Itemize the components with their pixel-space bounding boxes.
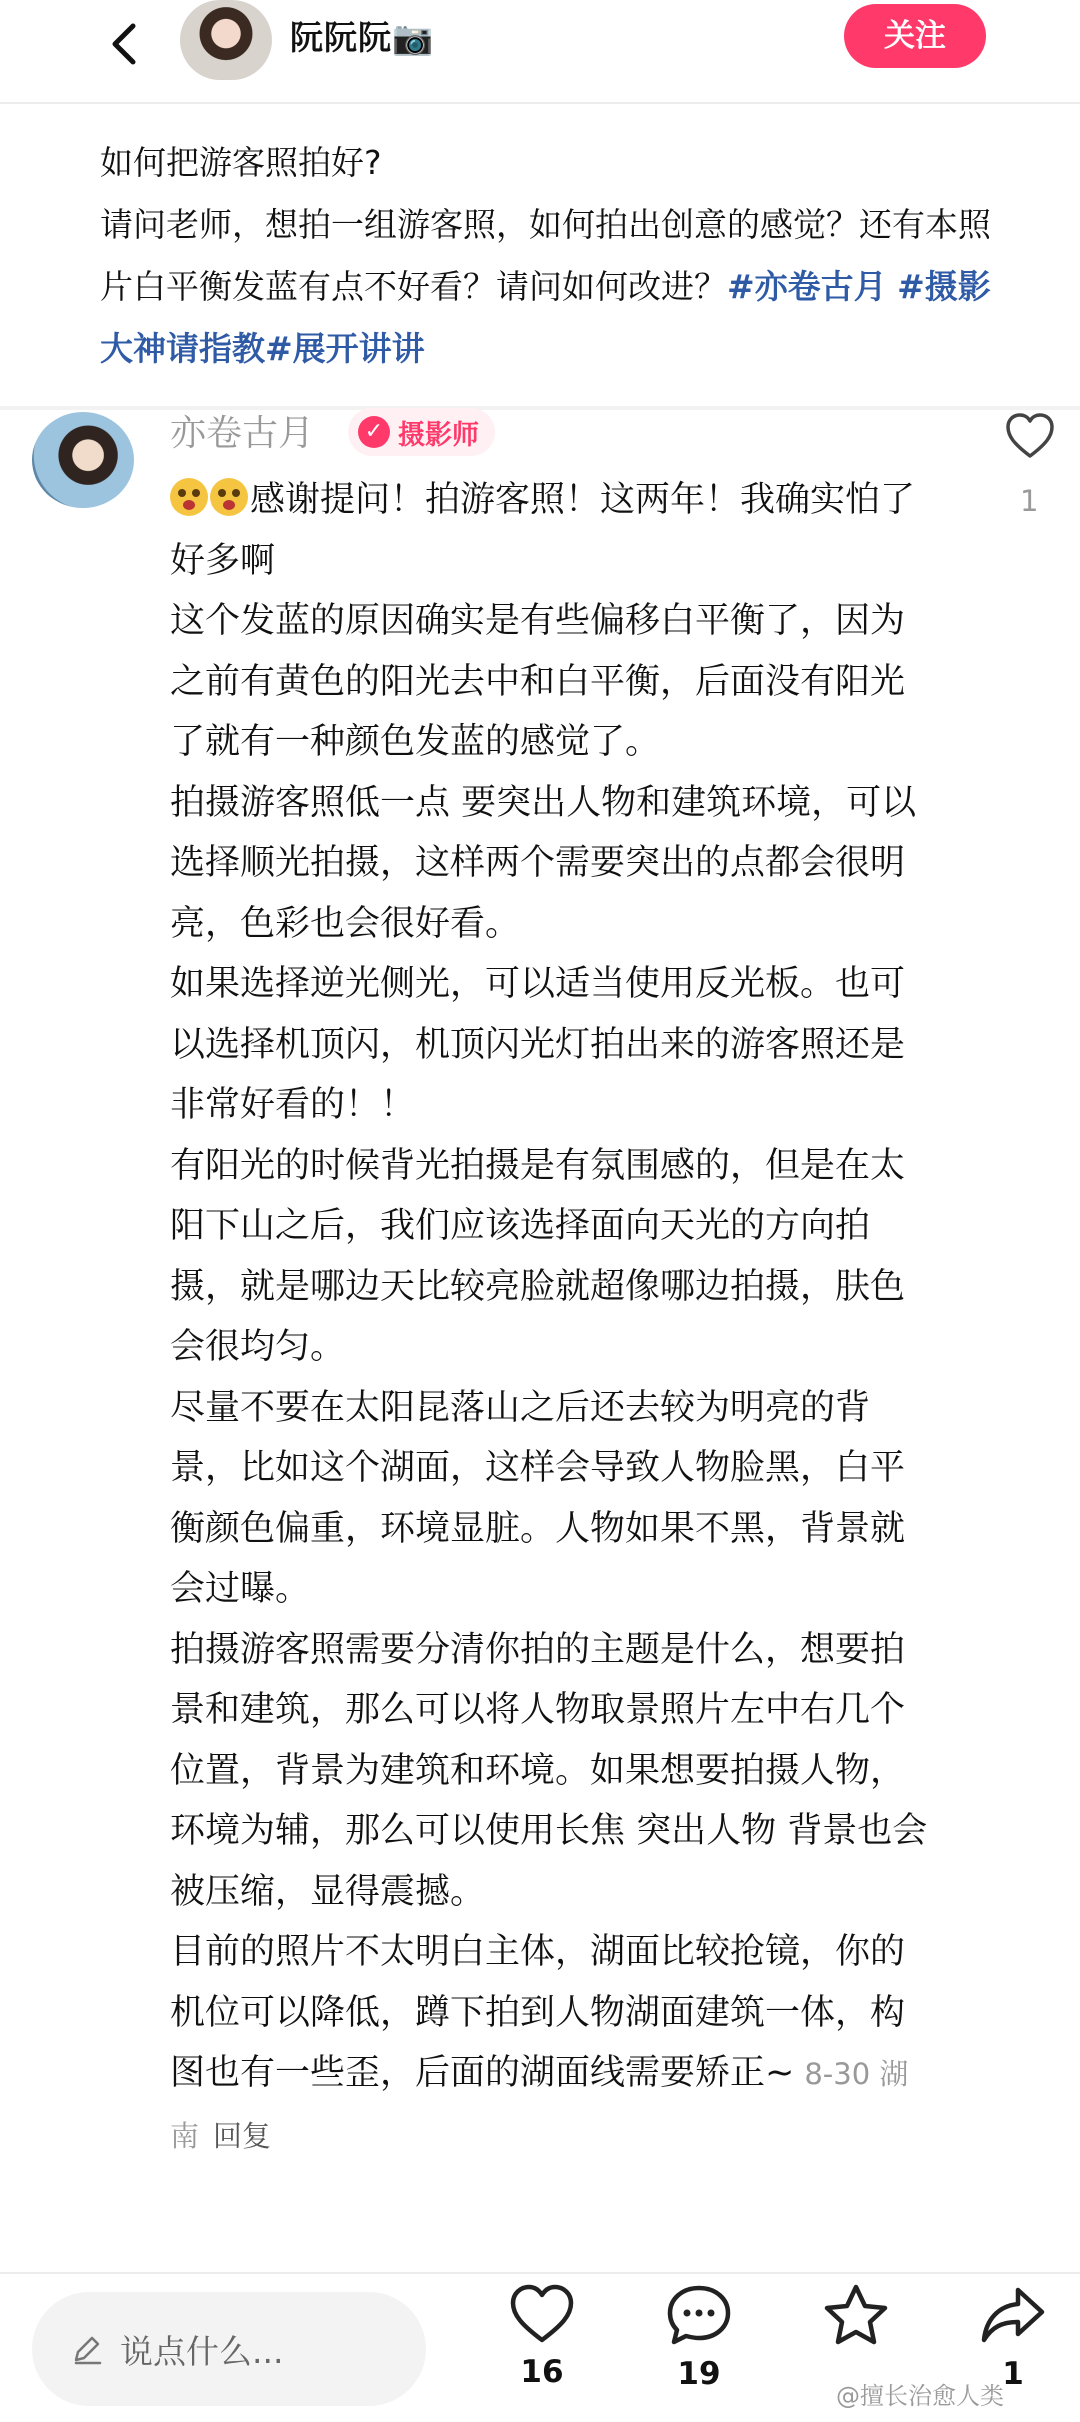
back-button[interactable] bbox=[100, 12, 148, 76]
comment-input-placeholder: 说点什么... bbox=[120, 2331, 284, 2371]
smiling-face-icon bbox=[170, 478, 208, 516]
hashtag-link[interactable]: #展开讲讲 bbox=[265, 329, 425, 368]
comment-paragraph: 拍摄游客照低一点 要突出人物和建筑环境，可以选择顺光拍摄，这样两个需要突出的点都会很明亮，色彩也会很好看。 bbox=[170, 782, 917, 944]
comment-paragraph bbox=[170, 470, 930, 591]
smiling-face-icon bbox=[210, 478, 248, 516]
author-name[interactable]: 阮阮阮📷 bbox=[290, 18, 435, 57]
comment-paragraph: 有阳光的时候背光拍摄是有氛围感的，但是在太阳下山之后，我们应该选择面向天光的方向拍摄，就是哪边天比较亮脸就超像哪边拍摄，肤色会很均匀。 bbox=[170, 1145, 906, 1367]
photographer-badge bbox=[348, 408, 495, 456]
comment-body bbox=[170, 470, 930, 2166]
comment-paragraph: 尽量不要在太阳昆落山之后还去较为明亮的背景，比如这个湖面，这样会导致人物脸黑，白平衡颜色偏重，环境显脏。人物如果不黑，背景就会过曝。 bbox=[170, 1387, 906, 1609]
pencil-icon bbox=[70, 2332, 104, 2366]
heart-icon bbox=[1004, 410, 1056, 462]
star-icon bbox=[821, 2282, 891, 2348]
author-avatar[interactable] bbox=[180, 0, 272, 80]
share-arrow-icon bbox=[978, 2282, 1048, 2348]
comment-like-button[interactable] bbox=[1004, 410, 1056, 462]
comment-input[interactable] bbox=[32, 2292, 426, 2406]
hashtag-link[interactable]: #摄影大神请指教 bbox=[100, 267, 991, 368]
comment-text: 感谢提问！拍游客照！这两年！我确实怕了好多啊 bbox=[170, 480, 916, 581]
reply-button[interactable]: 回复 bbox=[213, 2118, 272, 2153]
comment-paragraph: 拍摄游客照需要分清你拍的主题是什么，想要拍景和建筑，那么可以将人物取景照片左中右几个位置，背景为建筑和环境。如果想要拍摄人物，环境为辅，那么可以使用长焦 突出人物 背景也会被压缩，显得震撼。 bbox=[170, 1629, 928, 1912]
post-content bbox=[100, 132, 1000, 380]
top-bar bbox=[0, 0, 1080, 104]
comment-paragraph: 这个发蓝的原因确实是有些偏移白平衡了，因为之前有黄色的阳光去中和白平衡，后面没有阳光了就有一种颜色发蓝的感觉了。 bbox=[170, 601, 906, 762]
commenter-name[interactable]: 亦卷古月 bbox=[170, 413, 315, 454]
chevron-left-icon bbox=[109, 22, 139, 66]
comment-like-count: 1 bbox=[1020, 484, 1039, 518]
post-body: 请问老师，想拍一组游客照，如何拍出创意的感觉？还有本照片白平衡发蓝有点不好看？请问如何改进？ bbox=[100, 205, 991, 306]
comment-paragraph bbox=[170, 1922, 930, 2166]
check-icon: ✓ bbox=[358, 416, 390, 448]
comment-paragraph: 如果选择逆光侧光，可以适当使用反光板。也可以选择机顶闪，机顶闪光灯拍出来的游客照还是非常好看的！！ bbox=[170, 964, 906, 1125]
hashtag-link[interactable]: #亦卷古月 bbox=[727, 267, 887, 306]
comment-count: 19 bbox=[677, 2356, 721, 2392]
comment-meta: 8-30 湖南 bbox=[170, 2057, 909, 2153]
comment-text: 目前的照片不太明白主体，湖面比较抢镜，你的机位可以降低，蹲下拍到人物湖面建筑一体，构图也有一些歪，后面的湖面线需要矫正~ bbox=[170, 1932, 906, 2093]
share-count: 1 bbox=[1002, 2356, 1024, 2392]
heart-icon bbox=[508, 2282, 576, 2346]
badge-label: 摄影师 bbox=[398, 419, 479, 451]
comment-button[interactable] bbox=[654, 2282, 744, 2392]
commenter-avatar[interactable] bbox=[32, 412, 134, 508]
speech-bubble-icon bbox=[664, 2282, 734, 2348]
follow-button[interactable]: 关注 bbox=[844, 4, 986, 68]
collect-button[interactable] bbox=[811, 2282, 901, 2356]
divider bbox=[0, 406, 1080, 410]
watermark: @擅长治愈人类 bbox=[836, 2382, 1004, 2410]
post-title: 如何把游客照拍好? bbox=[100, 143, 382, 182]
like-button[interactable] bbox=[497, 2282, 587, 2390]
like-count: 16 bbox=[520, 2354, 564, 2390]
